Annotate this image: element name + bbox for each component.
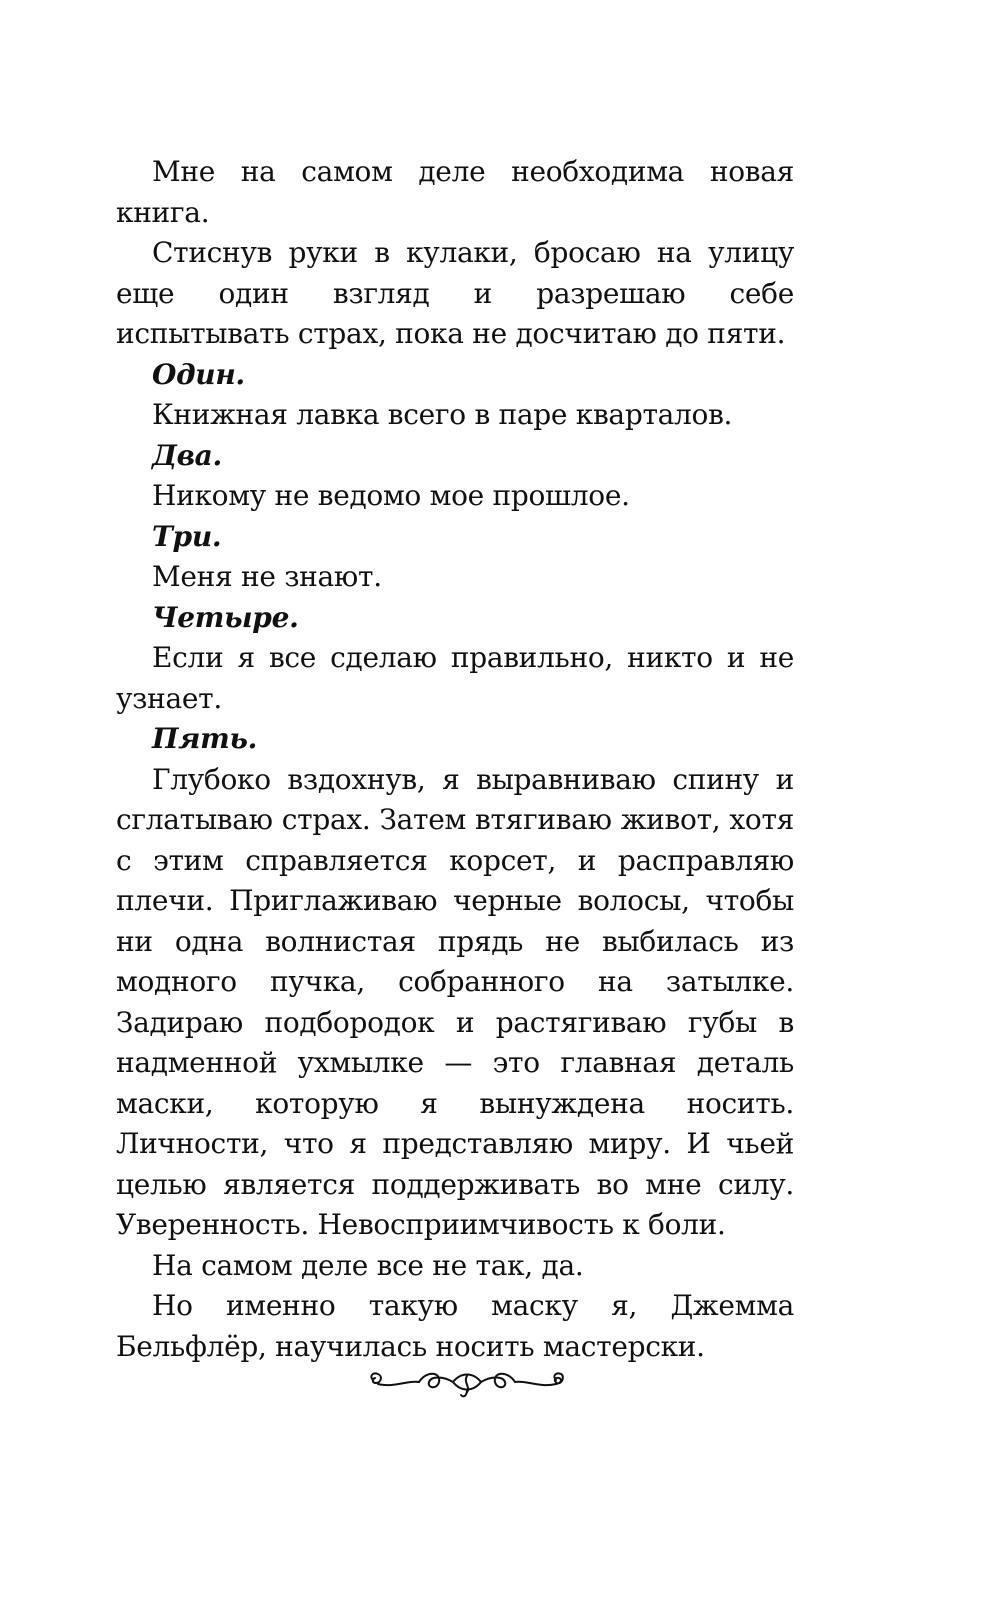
paragraph: Меня не знают. xyxy=(152,560,382,593)
paragraph: Стиснув руки в кулаки, бросаю на улицу еще один взгляд и разрешаю себе испытывать страх, пока не досчитаю до пяти. xyxy=(116,236,794,350)
body-text xyxy=(116,152,794,1367)
paragraph: Никому не ведомо мое прошлое. xyxy=(152,479,630,512)
count-one: Один. xyxy=(152,357,245,391)
paragraph: Если я все сделаю правильно, никто и не узнает. xyxy=(116,641,794,715)
paragraph: Но именно такую маску я, Джемма Бельфлёр, научилась носить мастерски. xyxy=(116,1289,794,1363)
paragraph: Книжная лавка всего в паре кварталов. xyxy=(152,398,733,431)
count-three: Три. xyxy=(152,519,222,553)
paragraph: Мне на самом деле необходима новая книга. xyxy=(116,155,794,229)
paragraph: Глубоко вздохнув, я выравниваю спину и сглатываю страх. Затем втягиваю живот, хотя с этим справляется корсет, и расправляю плечи. Приглаживаю черные волосы, чтобы ни одна волнистая прядь не выбилась из модного пучка, собранного на затылке. Задираю подбородок и растягиваю губы в надменной ухмылке — это главная деталь маски, которую я вынуждена носить. Личности, что я представляю миру. И чьей целью является поддерживать во мне силу. Уверенность. Невосприимчивость к боли. xyxy=(116,762,794,1241)
count-five: Пять. xyxy=(152,722,258,755)
flourish-divider-icon xyxy=(367,1362,567,1402)
count-four: Четыре. xyxy=(152,600,299,634)
count-two: Два. xyxy=(152,438,222,472)
paragraph: На самом деле все не так, да. xyxy=(152,1248,584,1282)
